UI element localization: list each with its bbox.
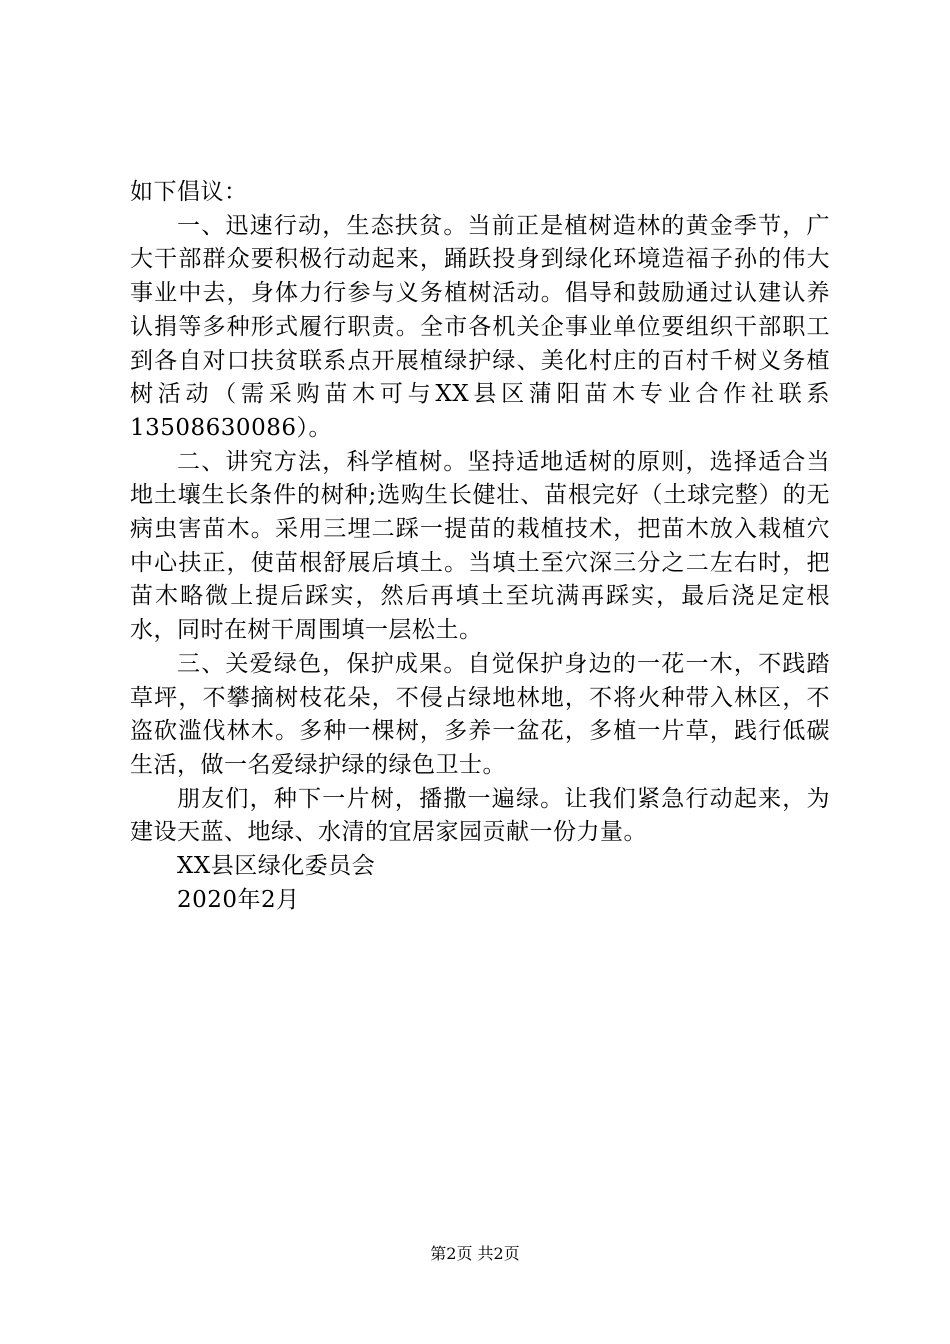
paragraph-closing: 朋友们，种下一片树，播撒一遍绿。让我们紧急行动起来，为建设天蓝、地绿、水清的宜居家园贡献一份力量。 (130, 785, 830, 846)
paragraph-protect: 三、关爱绿色，保护成果。自觉保护身边的一花一木，不践踏草坪，不攀摘树枝花朵，不侵占绿地林地，不将火种带入林区，不盗砍滥伐林木。多种一棵树，多养一盆花，多植一片草，践行低碳生活，做一名爱绿护绿的绿色卫士。 (130, 650, 830, 778)
paragraph-action: 一、迅速行动，生态扶贫。当前正是植树造林的黄金季节，广大干部群众要积极行动起来，踊跃投身到绿化环境造福子孙的伟大事业中去，身体力行参与义务植树活动。倡导和鼓励通过认建认养认捐等多种形式履行职责。全市各机关企事业单位要组织干部职工到各自对口扶贫联系点开展植绿护绿、美化村庄的百村千树义务植树活动（需采购苗木可与XX县区蒲阳苗木专业合作社联系13508630086）。 (130, 212, 830, 441)
paragraph-method: 二、讲究方法，科学植树。坚持适地适树的原则，选择适合当地土壤生长条件的树种;选购生长健壮、苗根完好（土球完整）的无病虫害苗木。采用三埋二踩一提苗的栽植技术，把苗木放入栽植穴中心扶正，使苗根舒展后填土。当填土至穴深三分之二左右时，把苗木略微上提后踩实，然后再填土至坑满再踩实，最后浇足定根水，同时在树干周围填一层松土。 (130, 448, 830, 644)
page-footer: 第2页 共2页 (430, 1244, 520, 1263)
signature-date: 2020年2月 (177, 886, 300, 913)
salutation: 如下倡议： (130, 179, 248, 205)
document-body (130, 176, 830, 917)
signature-org: XX县区绿化委员会 (177, 853, 376, 880)
